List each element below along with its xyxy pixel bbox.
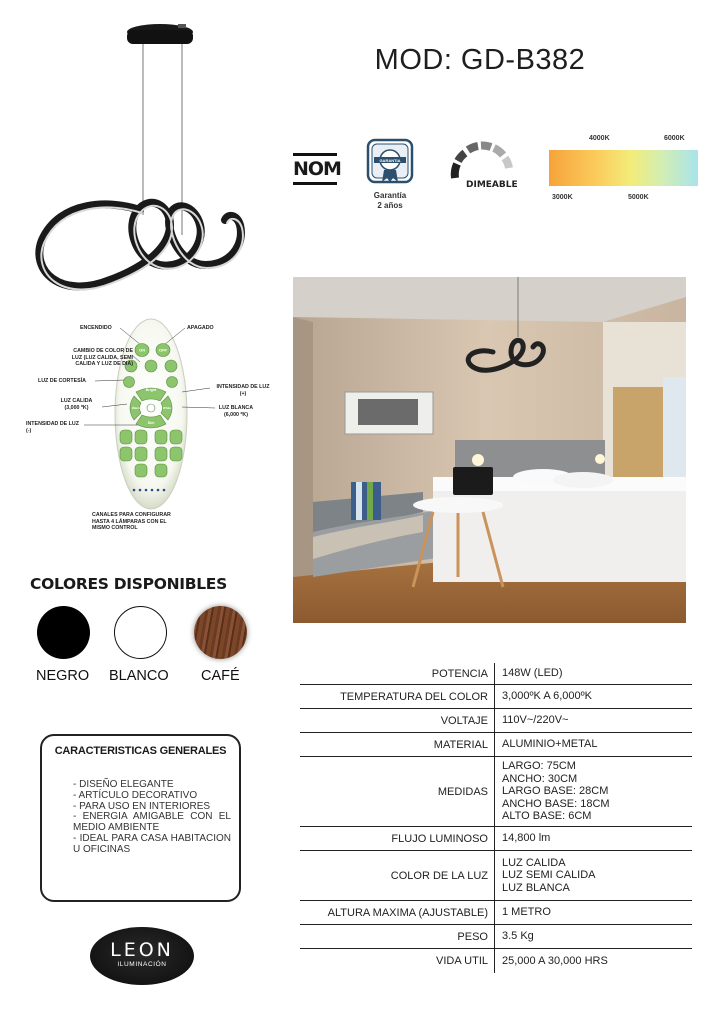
feature-item: - ENERGIA AMIGABLE CON EL MEDIO AMBIENTE bbox=[73, 811, 231, 834]
spec-row-light-color bbox=[300, 851, 692, 901]
spec-row-weight bbox=[300, 925, 692, 949]
remote-label-color-change: CAMBIO DE COLOR DE LUZ (LUZ CALIDA, SEMI CALIDA Y LUZ DE DIA) bbox=[71, 348, 133, 367]
spec-row-voltage bbox=[300, 709, 692, 733]
spec-label: TEMPERATURA DEL COLOR bbox=[340, 690, 488, 703]
spec-value: 148W (LED) bbox=[494, 663, 692, 684]
nom-certification-badge: NOM bbox=[293, 153, 337, 185]
remote-label-off: APAGADO bbox=[187, 325, 214, 331]
remote-label-channels: CANALES PARA CONFIGURAR HASTA 4 LÁMPARAS CON EL MISMO CONTROL bbox=[92, 512, 171, 531]
spec-row-max-height bbox=[300, 901, 692, 925]
brand-subtitle: ILUMINACIÓN bbox=[117, 961, 167, 968]
color-temperature-gradient bbox=[549, 150, 698, 186]
specs-table bbox=[300, 663, 692, 973]
spec-label: MEDIDAS bbox=[437, 785, 488, 798]
model-title: MOD: GD-B382 bbox=[374, 44, 586, 76]
warranty-label bbox=[355, 191, 425, 211]
color-label-white: BLANCO bbox=[109, 668, 169, 684]
brand-name: LEON bbox=[110, 939, 174, 961]
remote-button-on: ON bbox=[139, 347, 145, 353]
spec-value: 110V~/220V~ bbox=[494, 709, 692, 732]
spec-label: MATERIAL bbox=[433, 738, 488, 751]
spec-value: 3.5 Kg bbox=[494, 925, 692, 948]
product-lamp-image bbox=[20, 10, 260, 300]
dimmable-icon bbox=[443, 138, 521, 200]
spec-label: COLOR DE LA LUZ bbox=[390, 869, 488, 882]
color-swatch-white bbox=[114, 606, 167, 659]
feature-item: - IDEAL PARA CASA HABITACION U OFICINAS bbox=[73, 832, 231, 855]
remote-button-warm: Warm bbox=[131, 406, 141, 410]
cct-label-5000: 5000K bbox=[628, 194, 649, 201]
remote-button-white: White bbox=[162, 406, 172, 410]
features-list bbox=[73, 780, 231, 856]
feature-item: - PARA USO EN INTERIORES bbox=[73, 800, 211, 812]
spec-row-lifespan bbox=[300, 949, 692, 973]
warranty-title: Garantía bbox=[373, 191, 407, 200]
remote-label-intensity-down: INTENSIDAD DE LUZ (-) bbox=[26, 421, 79, 434]
spec-value: LUZ CALIDA LUZ SEMI CALIDA LUZ BLANCA bbox=[494, 851, 692, 900]
spec-value: ALUMINIO+METAL bbox=[494, 733, 692, 756]
spec-row-luminous-flux bbox=[300, 827, 692, 851]
remote-button-bright: Bright bbox=[145, 388, 157, 392]
warranty-seal-text: GARANTIA bbox=[379, 157, 401, 163]
warranty-period: 2 años bbox=[377, 201, 403, 210]
cct-label-4000: 4000K bbox=[589, 135, 610, 142]
remote-label-white: LUZ BLANCA (6,000 ºK) bbox=[218, 405, 254, 418]
cct-label-3000: 3000K bbox=[552, 194, 573, 201]
remote-label-warm: LUZ CALIDA (3,000 ºK) bbox=[60, 398, 93, 411]
room-photo bbox=[293, 277, 686, 623]
spec-value: LARGO: 75CM ANCHO: 30CM LARGO BASE: 28CM ANCHO BASE: 18CM ALTO BASE: 6CM bbox=[494, 757, 692, 826]
spec-label: PESO bbox=[457, 930, 488, 943]
color-label-wood: CAFÉ bbox=[201, 668, 240, 684]
spec-row-material bbox=[300, 733, 692, 757]
spec-label: POTENCIA bbox=[431, 667, 488, 680]
color-label-black: NEGRO bbox=[36, 668, 90, 684]
colors-title: COLORES DISPONIBLES bbox=[30, 575, 227, 593]
remote-label-on: ENCENDIDO bbox=[80, 325, 112, 331]
spec-value: 14,800 lm bbox=[494, 827, 692, 850]
features-box bbox=[40, 734, 241, 902]
feature-item: - DISEÑO ELEGANTE bbox=[73, 779, 174, 790]
features-title: CARACTERISTICAS GENERALES bbox=[54, 745, 227, 757]
spec-label: VOLTAJE bbox=[440, 714, 488, 727]
spec-label: VIDA UTIL bbox=[436, 955, 488, 967]
spec-row-dimensions bbox=[300, 757, 692, 827]
color-swatch-wood bbox=[194, 606, 247, 659]
feature-item: - ARTÍCULO DECORATIVO bbox=[73, 789, 198, 801]
spec-value: 3,000ºK A 6,000ºK bbox=[494, 685, 692, 708]
spec-row-power bbox=[300, 663, 692, 685]
cct-label-6000: 6000K bbox=[664, 135, 685, 142]
spec-row-color-temperature bbox=[300, 685, 692, 709]
dimmable-label: DIMEABLE bbox=[466, 180, 518, 190]
remote-label-intensity-up: INTENSIDAD DE LUZ (+) bbox=[216, 384, 270, 397]
spec-value: 1 METRO bbox=[494, 901, 692, 924]
remote-control-diagram bbox=[20, 312, 280, 552]
remote-button-dim: Dim bbox=[147, 421, 155, 425]
remote-button-off: OFF bbox=[159, 347, 167, 353]
spec-label: ALTURA MAXIMA (AJUSTABLE) bbox=[327, 906, 488, 919]
color-swatch-black bbox=[37, 606, 90, 659]
remote-label-courtesy: LUZ DE CORTESÍA bbox=[38, 378, 86, 384]
spec-label: FLUJO LUMINOSO bbox=[391, 832, 488, 845]
spec-value: 25,000 A 30,000 HRS bbox=[494, 949, 692, 973]
brand-logo bbox=[90, 927, 194, 985]
